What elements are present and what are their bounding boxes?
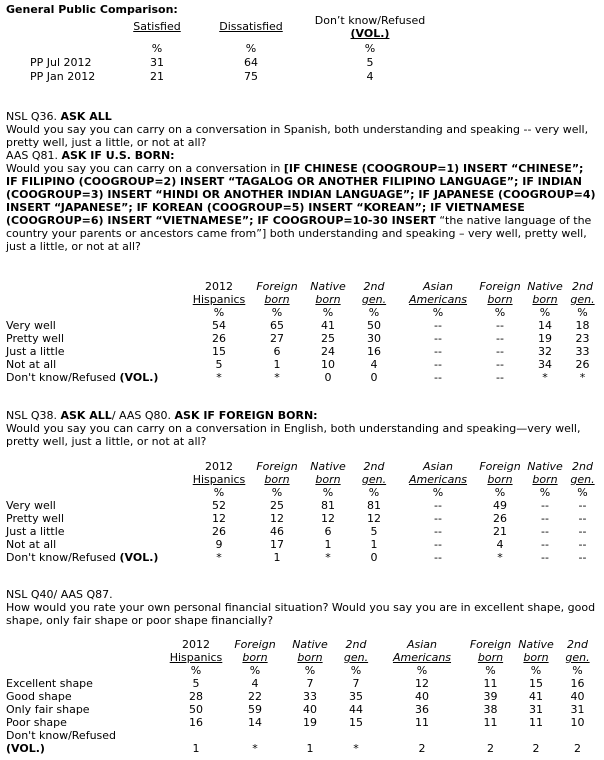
cell-value: 30 xyxy=(367,332,381,345)
cell-value: 50 xyxy=(367,319,381,332)
cell-value: -- xyxy=(496,371,504,384)
cell-value: 22 xyxy=(248,690,262,703)
col-americans: Americans xyxy=(408,473,468,486)
col-hispanics: Hispanics xyxy=(192,293,246,306)
cell-value: 46 xyxy=(270,525,284,538)
cell-value: 16 xyxy=(367,345,381,358)
col-born: born xyxy=(523,651,549,664)
col-foreign: Foreign xyxy=(234,638,276,651)
table-row xyxy=(6,525,596,538)
cell-value: 40 xyxy=(570,690,585,703)
q81-ask: ASK IF U.S. BORN: xyxy=(61,149,175,162)
table-row xyxy=(6,512,596,525)
pct: % xyxy=(368,306,380,319)
row-label-text: Pretty well xyxy=(6,512,64,525)
col-born: born xyxy=(315,293,341,306)
col-americans: Americans xyxy=(408,293,468,306)
col-native: Native xyxy=(310,460,346,473)
cell-value: * xyxy=(353,742,359,755)
cell-value: 25 xyxy=(321,332,335,345)
pct: % xyxy=(494,306,506,319)
cell-value: 7 xyxy=(306,677,314,690)
cell-value: 2 xyxy=(418,742,426,755)
q38-ask: ASK ALL xyxy=(60,409,112,422)
col-asian: Asian xyxy=(422,460,454,473)
pct: % xyxy=(577,306,588,319)
q81-question-end: both understanding and speaking – very well, pretty well, just a little, or not at all? xyxy=(6,227,587,253)
cell-value: 33 xyxy=(575,345,590,358)
pct: % xyxy=(213,306,225,319)
pct: % xyxy=(572,664,583,677)
row-label-text: Not at all xyxy=(6,358,57,371)
q38-table xyxy=(6,460,596,564)
cell-value: -- xyxy=(496,319,504,332)
pct: % xyxy=(577,486,588,499)
cell-value: -- xyxy=(434,499,442,512)
col-foreign: Foreign xyxy=(256,280,298,293)
cell-value: 50 xyxy=(189,703,203,716)
cell-value: -- xyxy=(578,538,587,551)
q40-heading xyxy=(6,588,598,627)
cell-value: 34 xyxy=(538,358,552,371)
col-2nd: 2nd xyxy=(572,460,593,473)
col-born: born xyxy=(477,651,504,664)
cell-value: 17 xyxy=(270,538,284,551)
cell-value: 16 xyxy=(189,716,203,729)
pct: % xyxy=(190,664,202,677)
cell-value: 31 xyxy=(529,703,543,716)
cell-value: 26 xyxy=(212,332,226,345)
cell-value: 31 xyxy=(570,703,585,716)
q80-ask: ASK IF FOREIGN BORN: xyxy=(174,409,318,422)
col-foreign: Foreign xyxy=(479,460,521,473)
cell-value: 11 xyxy=(415,716,429,729)
cell-value: 52 xyxy=(212,499,226,512)
table-row xyxy=(6,345,596,358)
cell-value: 9 xyxy=(215,538,223,551)
col-hispanics: Hispanics xyxy=(169,651,223,664)
col-born: born xyxy=(487,293,513,306)
q36-code: NSL Q36. xyxy=(6,110,57,123)
cell-value: * xyxy=(274,371,280,384)
q81-code: AAS Q81. xyxy=(6,149,58,162)
col-hispanics: Hispanics xyxy=(192,473,246,486)
row-label xyxy=(6,345,189,358)
col-foreign: Foreign xyxy=(256,460,298,473)
col-born: born xyxy=(487,473,513,486)
cell-value: 14 xyxy=(248,716,262,729)
cell-value: -- xyxy=(434,345,442,358)
row-label-text: Poor shape xyxy=(6,716,67,729)
gp-row-value: 4 xyxy=(366,70,374,83)
cell-value: 25 xyxy=(270,499,284,512)
col-2012: 2012 xyxy=(182,638,210,651)
row-label xyxy=(6,319,189,332)
cell-value: 0 xyxy=(370,371,378,384)
cell-value: * xyxy=(497,551,503,564)
table-row xyxy=(6,716,596,729)
pct: % xyxy=(539,306,551,319)
pct: % xyxy=(322,306,334,319)
q36-heading xyxy=(6,110,598,253)
table-row xyxy=(6,551,596,564)
q40-question: How would you rate your own personal financial situation? Would you say you are in excellent shape, good shape, only fair shape or poor shape financially? xyxy=(6,601,596,627)
gp-row-value: 31 xyxy=(150,56,164,69)
cell-value: -- xyxy=(541,551,549,564)
col-native: Native xyxy=(518,638,554,651)
col-born: born xyxy=(297,651,323,664)
pct: % xyxy=(416,664,428,677)
cell-value: -- xyxy=(541,538,549,551)
pct: % xyxy=(485,664,496,677)
cell-value: 15 xyxy=(349,716,363,729)
row-label-text: Pretty well xyxy=(6,332,64,345)
cell-value: 2 xyxy=(532,742,540,755)
cell-value: 0 xyxy=(324,371,332,384)
cell-value: 40 xyxy=(415,690,429,703)
cell-value: 2 xyxy=(487,742,494,755)
cell-value: -- xyxy=(434,319,442,332)
cell-value: 26 xyxy=(575,358,590,371)
cell-value: 23 xyxy=(575,332,590,345)
table-row xyxy=(6,358,596,371)
cell-value: 1 xyxy=(192,742,200,755)
col-native: Native xyxy=(527,280,563,293)
row-label xyxy=(6,332,189,345)
gp-row-value: 64 xyxy=(244,56,258,69)
row-label-text: Not at all xyxy=(6,538,57,551)
row-label-text: Just a little xyxy=(6,525,65,538)
cell-value: 12 xyxy=(270,512,284,525)
row-label-text: Very well xyxy=(6,499,56,512)
cell-value: * xyxy=(216,551,222,564)
cell-value: * xyxy=(579,371,586,384)
cell-value: * xyxy=(252,742,258,755)
cell-value: 15 xyxy=(529,677,543,690)
q40-table xyxy=(6,638,596,755)
table-row xyxy=(6,538,596,551)
col-2nd: 2nd xyxy=(345,638,367,651)
row-label-text: Good shape xyxy=(6,690,72,703)
table-row xyxy=(6,729,596,755)
cell-value: 41 xyxy=(529,690,543,703)
cell-value: 41 xyxy=(321,319,335,332)
cell-value: 26 xyxy=(212,525,226,538)
col-born: born xyxy=(532,473,558,486)
row-label-text: Only fair shape xyxy=(6,703,90,716)
col-born: born xyxy=(242,651,268,664)
row-label xyxy=(6,729,166,755)
cell-value: 59 xyxy=(248,703,262,716)
header-dk-vol: (VOL.) xyxy=(350,27,390,40)
cell-value: -- xyxy=(578,499,587,512)
pct-satisfied: % xyxy=(151,42,163,55)
col-born: born xyxy=(264,293,290,306)
cell-value: 19 xyxy=(538,332,552,345)
cell-value: 27 xyxy=(270,332,284,345)
row-label-text: Excellent shape xyxy=(6,677,93,690)
cell-value: 11 xyxy=(483,677,498,690)
cell-value: 19 xyxy=(303,716,317,729)
cell-value: 28 xyxy=(189,690,203,703)
cell-value: -- xyxy=(496,332,504,345)
col-2nd: 2nd xyxy=(567,638,588,651)
pct: % xyxy=(539,486,551,499)
col-gen: gen. xyxy=(361,293,387,306)
col-2nd: 2nd xyxy=(363,280,385,293)
pct-dissatisfied: % xyxy=(245,42,257,55)
row-label xyxy=(6,358,189,371)
cell-value: 1 xyxy=(370,538,378,551)
col-native: Native xyxy=(310,280,346,293)
row-label xyxy=(6,677,166,690)
cell-value: 1 xyxy=(273,551,281,564)
row-label xyxy=(6,716,166,729)
row-label xyxy=(6,538,189,551)
cell-value: -- xyxy=(578,512,587,525)
cell-value: -- xyxy=(434,358,442,371)
cell-value: -- xyxy=(541,499,549,512)
cell-value: -- xyxy=(496,358,504,371)
col-gen: gen. xyxy=(570,473,595,486)
row-label-text: Don't know/Refused xyxy=(6,371,120,384)
col-2nd: 2nd xyxy=(363,460,385,473)
cell-value: * xyxy=(542,371,548,384)
cell-value: 33 xyxy=(303,690,317,703)
cell-value: 49 xyxy=(493,499,507,512)
q80-code: / AAS Q80. xyxy=(111,409,172,422)
cell-value: 15 xyxy=(212,345,226,358)
pct: % xyxy=(494,486,506,499)
cell-value: 1 xyxy=(273,358,281,371)
header-dissatisfied: Dissatisfied xyxy=(219,20,283,33)
table-row xyxy=(6,690,596,703)
cell-value: -- xyxy=(541,525,549,538)
cell-value: 39 xyxy=(483,690,498,703)
col-foreign: Foreign xyxy=(469,638,512,651)
col-foreign: Foreign xyxy=(479,280,521,293)
q40-code: NSL Q40/ AAS Q87. xyxy=(6,588,113,601)
cell-value: 12 xyxy=(415,677,429,690)
col-asian: Asian xyxy=(406,638,438,651)
row-label-text: Just a little xyxy=(6,345,65,358)
cell-value: -- xyxy=(434,332,442,345)
cell-value: 4 xyxy=(370,358,378,371)
cell-value: 32 xyxy=(538,345,552,358)
col-gen: gen. xyxy=(343,651,369,664)
vol-label: (VOL.) xyxy=(119,551,159,564)
col-native: Native xyxy=(292,638,328,651)
pct: % xyxy=(432,306,444,319)
cell-value: 38 xyxy=(483,703,498,716)
cell-value: * xyxy=(325,551,331,564)
cell-value: 1 xyxy=(324,538,332,551)
cell-value: -- xyxy=(434,512,442,525)
pct: % xyxy=(304,664,316,677)
cell-value: 81 xyxy=(321,499,335,512)
cell-value: 5 xyxy=(370,525,378,538)
cell-value: 10 xyxy=(321,358,335,371)
col-gen: gen. xyxy=(565,651,590,664)
cell-value: 5 xyxy=(215,358,223,371)
cell-value: -- xyxy=(578,551,587,564)
pct: % xyxy=(368,486,380,499)
cell-value: 1 xyxy=(306,742,314,755)
q36-table xyxy=(6,280,596,384)
row-label xyxy=(6,499,189,512)
table-row xyxy=(6,371,596,384)
table-row xyxy=(6,703,596,716)
cell-value: 18 xyxy=(575,319,590,332)
cell-value: 54 xyxy=(212,319,226,332)
gp-row-value: 5 xyxy=(366,56,374,69)
row-label-text: Very well xyxy=(6,319,56,332)
header-dk: Don’t know/Refused xyxy=(314,14,426,27)
q81-question-start: Would you say you can carry on a conversation in xyxy=(6,162,284,175)
cell-value: 11 xyxy=(483,716,498,729)
cell-value: 81 xyxy=(367,499,381,512)
row-label xyxy=(6,525,189,538)
table-row xyxy=(6,499,596,512)
cell-value: -- xyxy=(541,512,549,525)
table-row xyxy=(6,677,596,690)
q38-question: Would you say you can carry on a conversation in English, both understanding and speaking—very well, pretty well, just a little, or not at all? xyxy=(6,422,581,448)
col-born: born xyxy=(315,473,341,486)
row-label-text: Don't know/Refused xyxy=(6,551,120,564)
col-gen: gen. xyxy=(570,293,595,306)
pct: % xyxy=(530,664,542,677)
q81-insert: [IF CHINESE (COOGROUP=1) INSERT “CHINESE”; IF FILIPINO (COOGROUP=2) INSERT “TAGALOG OR ANOTHER FILIPINO LANGUAGE”; IF INDIAN (COOGROUP=3) INSERT “HINDI OR ANOTHER INDIAN LANGUAGE”; IF JAPANESE (COOGROUP=4) INSERT “JAPANESE”; IF KOREAN (COOGROUP=5) INSERT “KOREAN”; IF VIETNAMESE (COOGROUP=6) INSERT “VIETNAMESE”; IF COOGROUP=10-30 INSERT xyxy=(6,162,596,227)
cell-value: 7 xyxy=(352,677,360,690)
cell-value: 12 xyxy=(212,512,226,525)
general-title: General Public Comparison: xyxy=(6,3,178,16)
cell-value: 4 xyxy=(251,677,259,690)
cell-value: 2 xyxy=(574,742,581,755)
cell-value: -- xyxy=(496,345,504,358)
q38-heading xyxy=(6,409,598,448)
cell-value: 44 xyxy=(349,703,363,716)
table-row xyxy=(6,319,596,332)
cell-value: 5 xyxy=(192,677,200,690)
cell-value: 24 xyxy=(321,345,335,358)
pct: % xyxy=(432,486,444,499)
col-2nd: 2nd xyxy=(572,280,593,293)
pct: % xyxy=(350,664,362,677)
gp-row-label: PP Jan 2012 xyxy=(30,70,96,83)
pct-dk: % xyxy=(364,42,376,55)
row-label xyxy=(6,551,189,564)
cell-value: -- xyxy=(434,371,442,384)
cell-value: 14 xyxy=(538,319,552,332)
q36-question: Would you say you can carry on a conversation in Spanish, both understanding and speaking -- very well, pretty well, just a little, or not at all? xyxy=(6,123,589,149)
q36-ask: ASK ALL xyxy=(60,110,112,123)
col-americans: Americans xyxy=(392,651,452,664)
cell-value: 35 xyxy=(349,690,363,703)
cell-value: 11 xyxy=(529,716,543,729)
cell-value: 0 xyxy=(370,551,378,564)
row-label xyxy=(6,371,189,384)
cell-value: 4 xyxy=(496,538,504,551)
cell-value: 40 xyxy=(303,703,317,716)
cell-value: 21 xyxy=(493,525,507,538)
cell-value: * xyxy=(216,371,222,384)
cell-value: 12 xyxy=(321,512,335,525)
q38-code: NSL Q38. xyxy=(6,409,57,422)
row-label xyxy=(6,703,166,716)
header-satisfied: Satisfied xyxy=(133,20,181,33)
cell-value: 12 xyxy=(367,512,381,525)
col-native: Native xyxy=(527,460,563,473)
q81-insert-native: “the native language of the country your parents or ancestors came from”] xyxy=(6,214,592,240)
pct: % xyxy=(322,486,334,499)
col-born: born xyxy=(532,293,558,306)
cell-value: 36 xyxy=(415,703,429,716)
row-label-text: Don't know/Refused xyxy=(6,729,117,742)
cell-value: 10 xyxy=(570,716,585,729)
cell-value: 65 xyxy=(270,319,284,332)
gp-row-label: PP Jul 2012 xyxy=(30,56,92,69)
col-2012: 2012 xyxy=(205,280,233,293)
pct: % xyxy=(249,664,261,677)
col-2012: 2012 xyxy=(205,460,233,473)
vol-label: (VOL.) xyxy=(6,742,45,755)
cell-value: -- xyxy=(434,538,442,551)
cell-value: -- xyxy=(434,525,442,538)
table-row xyxy=(6,332,596,345)
cell-value: 6 xyxy=(324,525,332,538)
row-label xyxy=(6,690,166,703)
pct: % xyxy=(271,306,283,319)
gp-row-value: 21 xyxy=(150,70,164,83)
pct: % xyxy=(213,486,225,499)
vol-label: (VOL.) xyxy=(119,371,159,384)
row-label xyxy=(6,512,189,525)
cell-value: -- xyxy=(578,525,587,538)
cell-value: 16 xyxy=(570,677,585,690)
col-born: born xyxy=(264,473,290,486)
col-asian: Asian xyxy=(422,280,454,293)
col-gen: gen. xyxy=(361,473,387,486)
cell-value: 26 xyxy=(493,512,507,525)
cell-value: 6 xyxy=(273,345,281,358)
cell-value: -- xyxy=(434,551,442,564)
pct: % xyxy=(271,486,283,499)
gp-row-value: 75 xyxy=(244,70,258,83)
